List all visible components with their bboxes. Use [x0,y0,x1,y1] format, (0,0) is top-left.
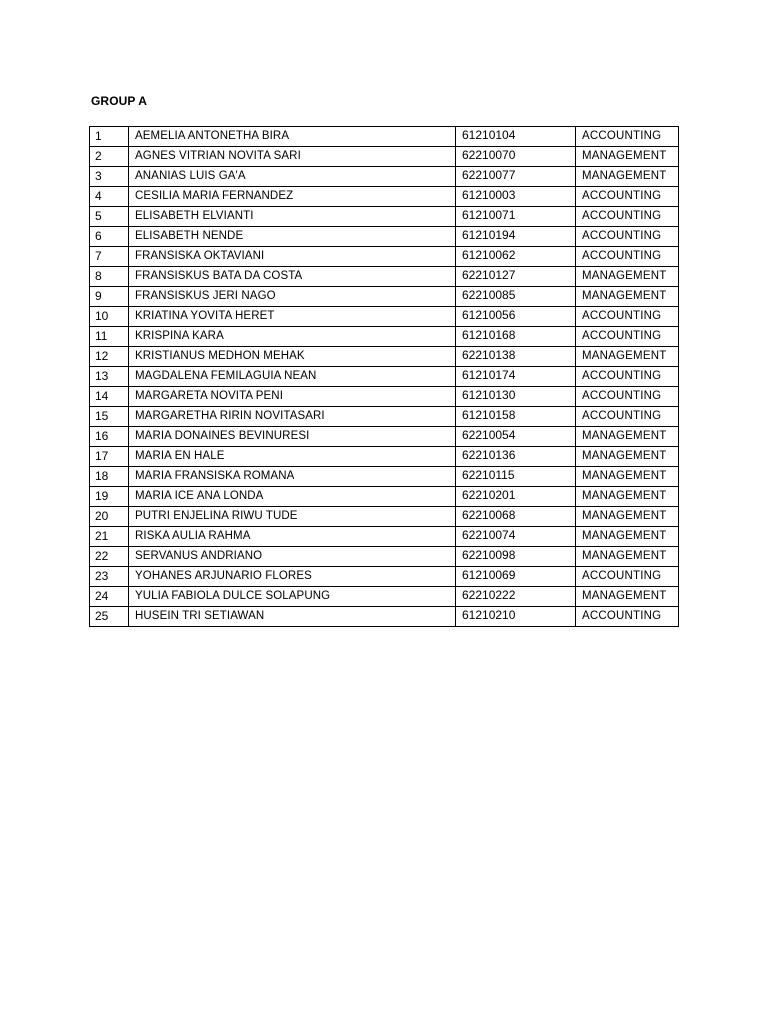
student-name-cell: YOHANES ARJUNARIO FLORES [129,567,456,587]
student-table-body [90,127,679,627]
student-name-cell: RISKA AULIA RAHMA [129,527,456,547]
department-cell: ACCOUNTING [576,307,679,327]
department-cell: MANAGEMENT [576,287,679,307]
student-name-cell: MARIA DONAINES BEVINURESI [129,427,456,447]
table-row [90,127,679,147]
table-row [90,267,679,287]
row-number-cell: 22 [90,547,129,567]
student-id-cell: 61210130 [456,387,576,407]
department-cell: MANAGEMENT [576,487,679,507]
table-row [90,327,679,347]
student-name-cell: KRISTIANUS MEDHON MEHAK [129,347,456,367]
row-number-cell: 12 [90,347,129,367]
department-cell: ACCOUNTING [576,567,679,587]
student-name-cell: MARGARETHA RIRIN NOVITASARI [129,407,456,427]
table-row [90,387,679,407]
row-number-cell: 15 [90,407,129,427]
student-id-cell: 61210062 [456,247,576,267]
student-id-cell: 62210136 [456,447,576,467]
department-cell: ACCOUNTING [576,127,679,147]
row-number-cell: 20 [90,507,129,527]
department-cell: MANAGEMENT [576,587,679,607]
row-number-cell: 7 [90,247,129,267]
table-row [90,447,679,467]
row-number-cell: 5 [90,207,129,227]
student-name-cell: ELISABETH ELVIANTI [129,207,456,227]
row-number-cell: 8 [90,267,129,287]
row-number-cell: 25 [90,607,129,627]
student-name-cell: AGNES VITRIAN NOVITA SARI [129,147,456,167]
department-cell: MANAGEMENT [576,147,679,167]
row-number-cell: 14 [90,387,129,407]
student-name-cell: MARIA EN HALE [129,447,456,467]
department-cell: MANAGEMENT [576,267,679,287]
row-number-cell: 2 [90,147,129,167]
student-id-cell: 61210056 [456,307,576,327]
row-number-cell: 18 [90,467,129,487]
row-number-cell: 1 [90,127,129,147]
table-row [90,567,679,587]
row-number-cell: 6 [90,227,129,247]
department-cell: ACCOUNTING [576,607,679,627]
department-cell: ACCOUNTING [576,187,679,207]
table-row [90,227,679,247]
department-cell: ACCOUNTING [576,207,679,227]
department-cell: ACCOUNTING [576,227,679,247]
table-row [90,247,679,267]
row-number-cell: 19 [90,487,129,507]
table-row [90,167,679,187]
table-row [90,287,679,307]
row-number-cell: 13 [90,367,129,387]
student-name-cell: AEMELIA ANTONETHA BIRA [129,127,456,147]
student-name-cell: HUSEIN TRI SETIAWAN [129,607,456,627]
student-id-cell: 61210071 [456,207,576,227]
department-cell: MANAGEMENT [576,547,679,567]
student-name-cell: KRIATINA YOVITA HERET [129,307,456,327]
table-row [90,207,679,227]
student-id-cell: 62210127 [456,267,576,287]
table-row [90,527,679,547]
department-cell: MANAGEMENT [576,447,679,467]
student-id-cell: 62210222 [456,587,576,607]
student-name-cell: ANANIAS LUIS GA'A [129,167,456,187]
department-cell: MANAGEMENT [576,507,679,527]
department-cell: ACCOUNTING [576,327,679,347]
student-id-cell: 62210201 [456,487,576,507]
row-number-cell: 3 [90,167,129,187]
table-row [90,147,679,167]
student-id-cell: 61210168 [456,327,576,347]
row-number-cell: 21 [90,527,129,547]
row-number-cell: 4 [90,187,129,207]
department-cell: MANAGEMENT [576,427,679,447]
student-id-cell: 62210085 [456,287,576,307]
table-row [90,467,679,487]
department-cell: MANAGEMENT [576,347,679,367]
department-cell: ACCOUNTING [576,387,679,407]
student-name-cell: SERVANUS ANDRIANO [129,547,456,567]
department-cell: MANAGEMENT [576,467,679,487]
student-id-cell: 62210115 [456,467,576,487]
student-name-cell: MARIA FRANSISKA ROMANA [129,467,456,487]
table-row [90,487,679,507]
student-id-cell: 62210098 [456,547,576,567]
table-row [90,587,679,607]
student-name-cell: YULIA FABIOLA DULCE SOLAPUNG [129,587,456,607]
row-number-cell: 16 [90,427,129,447]
student-name-cell: CESILIA MARIA FERNANDEZ [129,187,456,207]
student-name-cell: MARIA ICE ANA LONDA [129,487,456,507]
table-row [90,407,679,427]
student-name-cell: MAGDALENA FEMILAGUIA NEAN [129,367,456,387]
table-row [90,547,679,567]
student-id-cell: 62210068 [456,507,576,527]
student-id-cell: 62210054 [456,427,576,447]
student-id-cell: 61210003 [456,187,576,207]
student-id-cell: 62210074 [456,527,576,547]
student-id-cell: 62210070 [456,147,576,167]
student-name-cell: PUTRI ENJELINA RIWU TUDE [129,507,456,527]
department-cell: ACCOUNTING [576,367,679,387]
student-table [89,126,679,627]
student-id-cell: 61210210 [456,607,576,627]
table-row [90,307,679,327]
table-row [90,347,679,367]
page-title: GROUP A [91,94,148,108]
student-name-cell: FRANSISKA OKTAVIANI [129,247,456,267]
student-id-cell: 61210174 [456,367,576,387]
student-id-cell: 61210104 [456,127,576,147]
student-id-cell: 62210138 [456,347,576,367]
row-number-cell: 17 [90,447,129,467]
department-cell: MANAGEMENT [576,527,679,547]
row-number-cell: 24 [90,587,129,607]
row-number-cell: 9 [90,287,129,307]
table-row [90,367,679,387]
row-number-cell: 10 [90,307,129,327]
table-row [90,507,679,527]
table-row [90,427,679,447]
student-name-cell: FRANSISKUS BATA DA COSTA [129,267,456,287]
student-name-cell: ELISABETH NENDE [129,227,456,247]
department-cell: MANAGEMENT [576,167,679,187]
student-id-cell: 62210077 [456,167,576,187]
table-row [90,607,679,627]
student-name-cell: MARGARETA NOVITA PENI [129,387,456,407]
table-row [90,187,679,207]
student-id-cell: 61210069 [456,567,576,587]
row-number-cell: 11 [90,327,129,347]
department-cell: ACCOUNTING [576,247,679,267]
student-id-cell: 61210158 [456,407,576,427]
row-number-cell: 23 [90,567,129,587]
student-name-cell: KRISPINA KARA [129,327,456,347]
student-name-cell: FRANSISKUS JERI NAGO [129,287,456,307]
student-id-cell: 61210194 [456,227,576,247]
department-cell: ACCOUNTING [576,407,679,427]
